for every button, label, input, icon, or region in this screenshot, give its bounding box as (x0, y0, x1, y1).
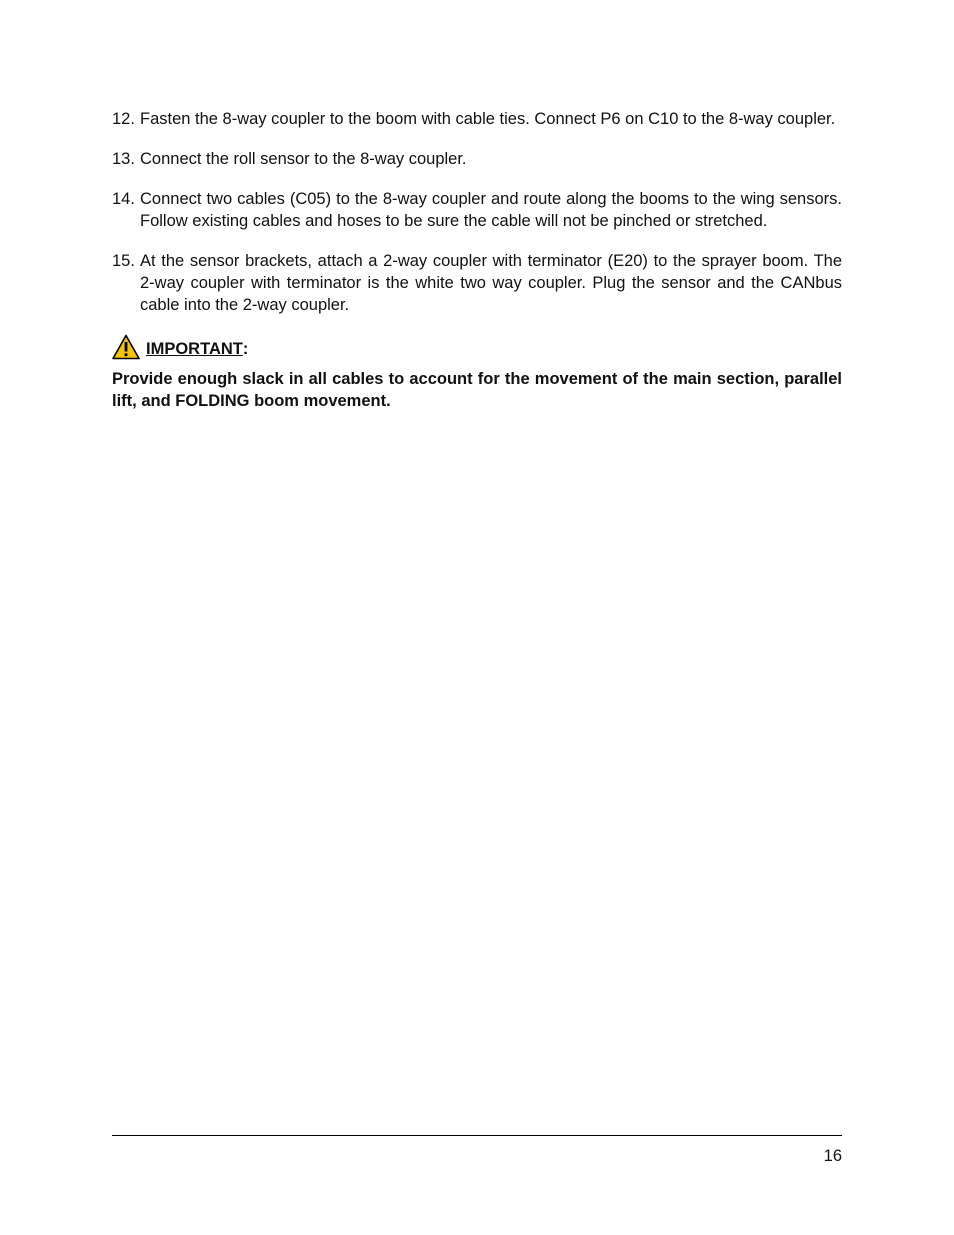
warning-triangle-icon (112, 334, 140, 360)
step-13 (112, 148, 842, 170)
important-label: IMPORTANT (146, 340, 243, 358)
step-number: 15. (112, 252, 135, 270)
important-colon: : (242, 340, 249, 358)
important-heading (112, 334, 842, 360)
step-15 (112, 250, 842, 316)
step-text: Fasten the 8-way coupler to the boom with cable ties. Connect P6 on C10 to the 8-way coupler. (140, 110, 836, 128)
important-text: Provide enough slack in all cables to account for the movement of the main section, parallel lift, and FOLDING boom movement. (112, 370, 842, 410)
step-text: Connect the roll sensor to the 8-way coupler. (140, 150, 467, 168)
step-text: At the sensor brackets, attach a 2-way coupler with terminator (E20) to the sprayer boom. The 2-way coupler with terminator is the white two way coupler. Plug the sensor and the CANbus cable into the 2-way coupler. (140, 252, 842, 314)
step-number: 13. (112, 150, 135, 168)
step-text: Connect two cables (C05) to the 8-way coupler and route along the booms to the wing sensors. Follow existing cables and hoses to be sure the cable will not be pinched or stretched. (140, 190, 842, 230)
page-number: 16 (823, 1147, 842, 1165)
step-14 (112, 188, 842, 232)
document-body (112, 108, 842, 412)
step-number: 12. (112, 110, 135, 128)
footer-divider (112, 1135, 842, 1136)
step-12 (112, 108, 842, 130)
step-number: 14. (112, 190, 135, 208)
